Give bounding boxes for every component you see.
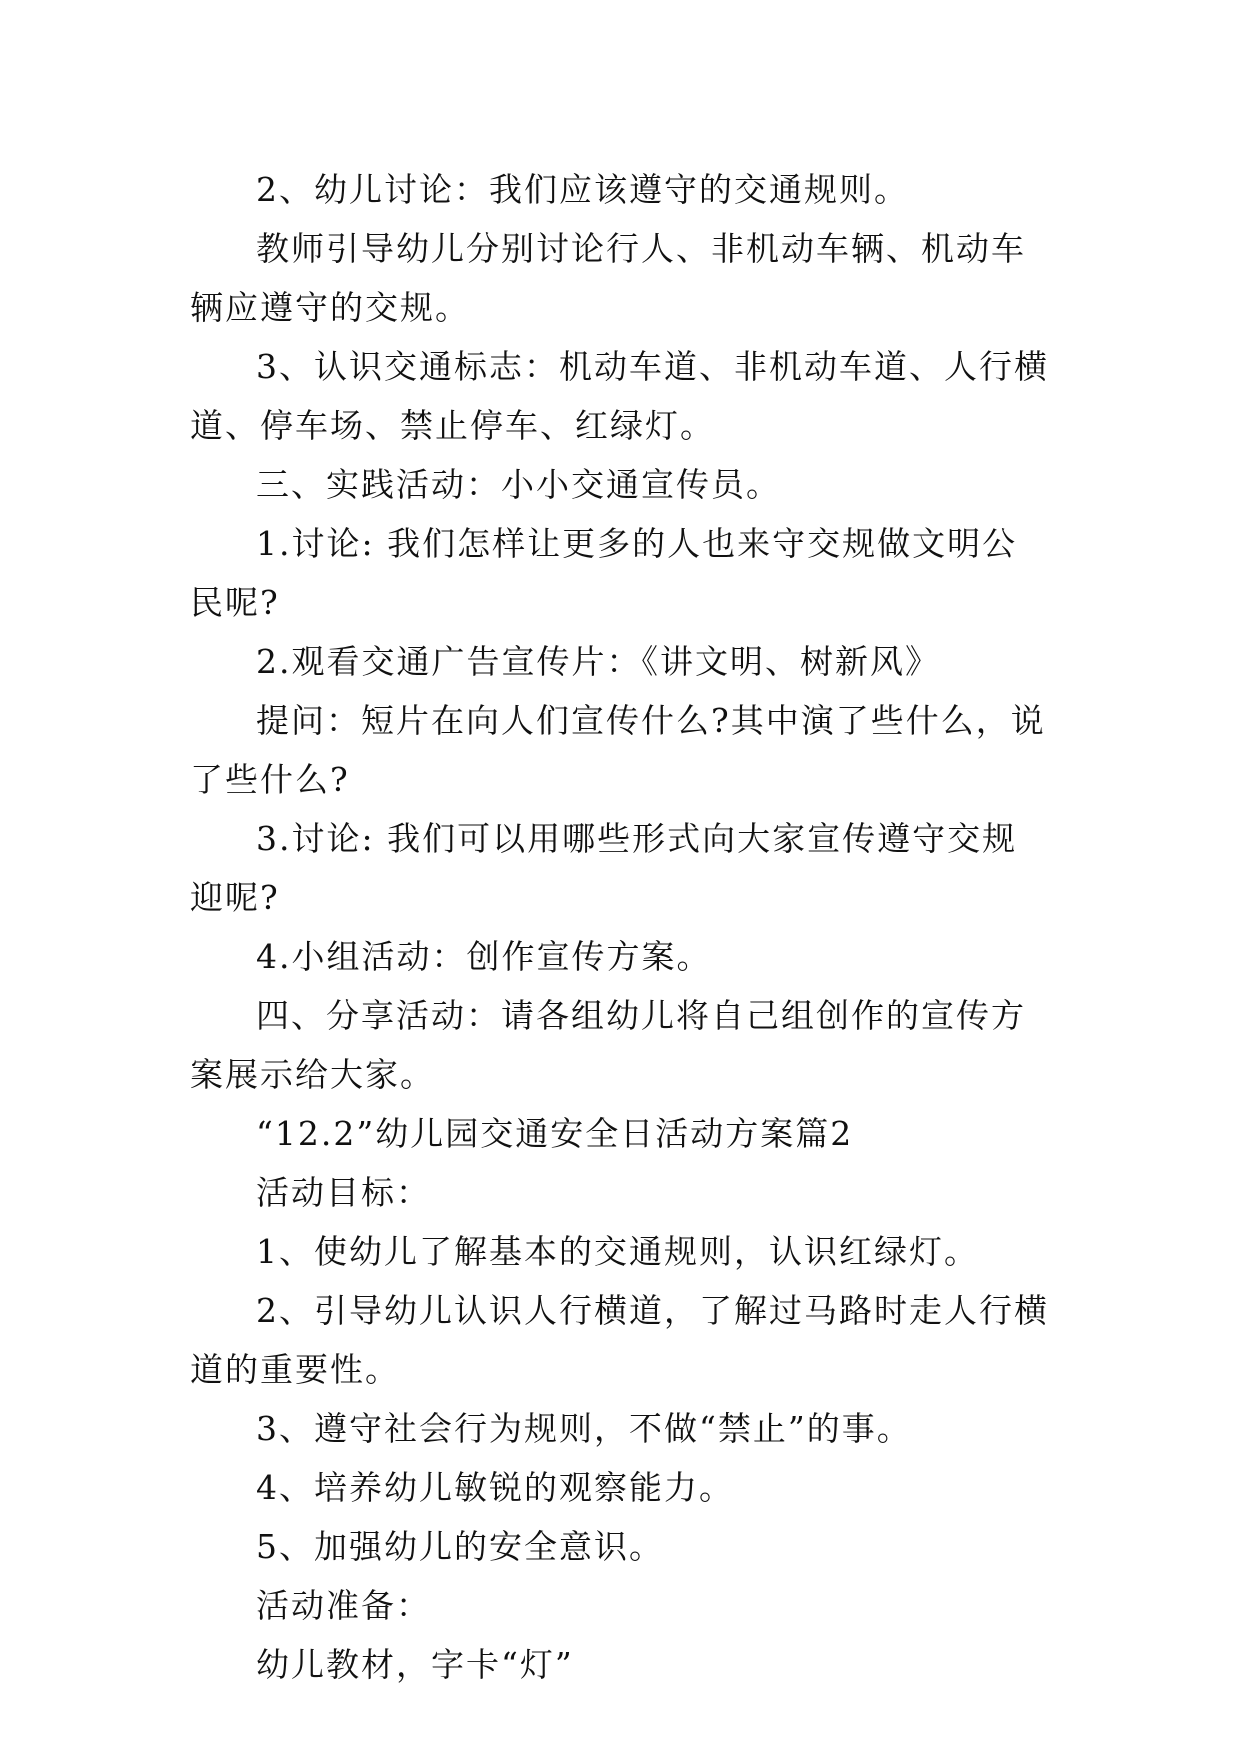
paragraph-teacher-guidance: 教师引导幼儿分别讨论行人、非机动车辆、机动车辆应遵守的交规。 — [190, 229, 1026, 327]
document-body — [190, 160, 1050, 1694]
paragraph-watch-ad: 2.观看交通广告宣传片：《讲文明、树新风》 — [256, 642, 940, 681]
paragraph-discussion-rules: 2、幼儿讨论：我们应该遵守的交通规则。 — [256, 170, 909, 209]
paragraph-traffic-signs: 3、认识交通标志：机动车道、非机动车道、人行横道、停车场、禁止停车、红绿灯。 — [190, 347, 1049, 445]
paragraph-goal-1: 1、使幼儿了解基本的交通规则，认识红绿灯。 — [256, 1232, 979, 1271]
section-title: “12.2”幼儿园交通安全日活动方案篇2 — [256, 1114, 854, 1153]
paragraph-question: 提问：短片在向人们宣传什么?其中演了些什么，说了些什么? — [190, 701, 1046, 799]
paragraph-preparation-heading: 活动准备： — [256, 1586, 431, 1625]
paragraph-share-activity: 四、分享活动：请各组幼儿将自己组创作的宣传方案展示给大家。 — [190, 996, 1026, 1094]
paragraph-materials: 幼儿教材，字卡“灯” — [256, 1645, 574, 1684]
paragraph-goal-5: 5、加强幼儿的安全意识。 — [256, 1527, 664, 1566]
paragraph-discussion-1: 1.讨论: 我们怎样让更多的人也来守交规做文明公民呢? — [190, 524, 1018, 622]
paragraph-goal-3: 3、遵守社会行为规则，不做“禁止”的事。 — [256, 1409, 912, 1448]
paragraph-discussion-3: 3.讨论: 我们可以用哪些形式向大家宣传遵守交规迎呢? — [190, 819, 1018, 917]
paragraph-goal-2: 2、引导幼儿认识人行横道，了解过马路时走人行横道的重要性。 — [190, 1291, 1049, 1389]
paragraph-group-activity: 4.小组活动：创作宣传方案。 — [256, 937, 712, 976]
paragraph-practice-heading: 三、实践活动：小小交通宣传员。 — [256, 465, 781, 504]
paragraph-goal-4: 4、培养幼儿敏锐的观察能力。 — [256, 1468, 734, 1507]
paragraph-goals-heading: 活动目标： — [256, 1173, 431, 1212]
